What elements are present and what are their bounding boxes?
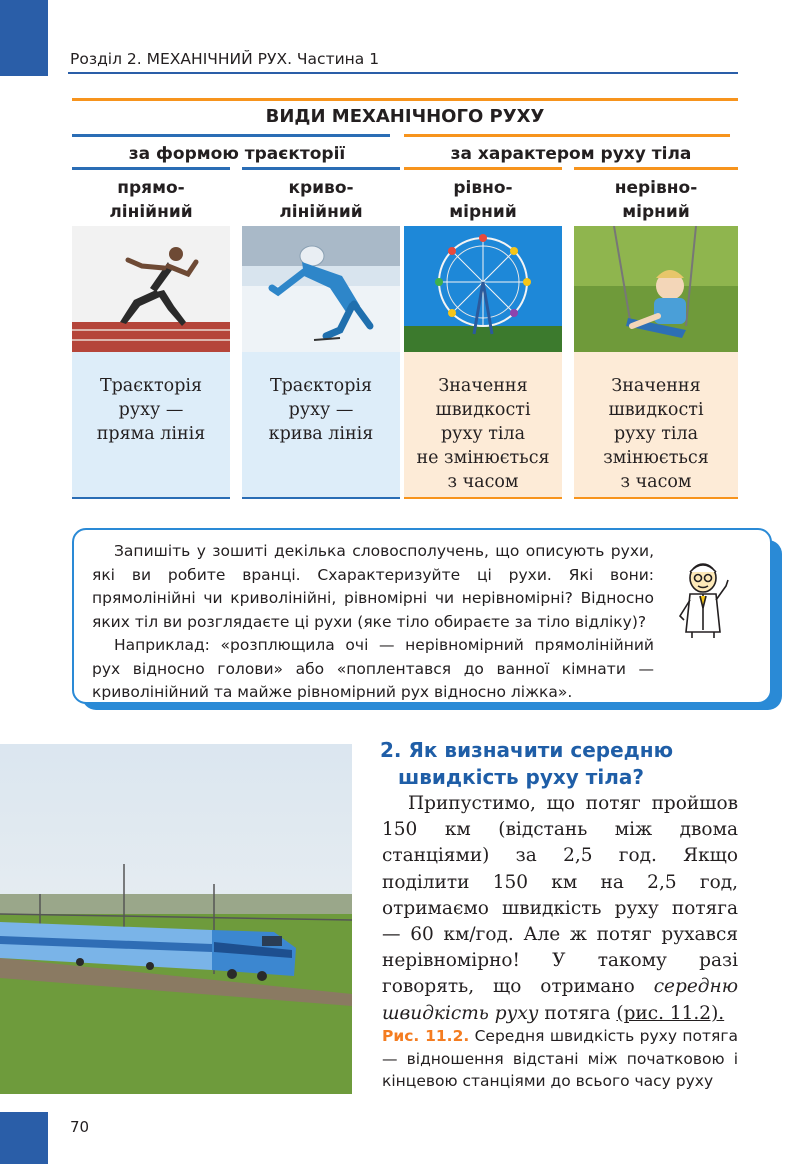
card-curvilinear bbox=[242, 226, 400, 497]
table-title: ВИДИ МЕХАНІЧНОГО РУХУ bbox=[265, 106, 545, 127]
column-rule bbox=[242, 167, 400, 170]
task-text bbox=[92, 540, 654, 705]
card-text-curvilinear: Траєкторія руху — крива лінія bbox=[268, 376, 374, 444]
column-rule bbox=[404, 167, 562, 170]
column-name-uniform: рівно- мірний bbox=[449, 178, 517, 222]
key-term: середню швидкість руху bbox=[382, 976, 738, 1024]
column-name-rectilinear: прямо- лінійний bbox=[109, 178, 193, 222]
card-text-nonuniform: Значення швидкості руху тіла змінюється з часом bbox=[603, 376, 709, 492]
table-top-rule bbox=[72, 98, 738, 101]
card-bottom-rule bbox=[574, 497, 738, 499]
column-name-nonuniform: нерівно- мірний bbox=[614, 178, 698, 222]
column-rule bbox=[72, 167, 230, 170]
group-label-speed: за характером руху тіла bbox=[450, 144, 692, 164]
column-rule bbox=[574, 167, 738, 170]
card-bottom-rule bbox=[242, 497, 400, 499]
card-nonuniform bbox=[574, 226, 738, 497]
header-rule bbox=[68, 72, 738, 74]
column-name-curvilinear: криво- лінійний bbox=[279, 178, 363, 222]
card-text-uniform: Значення швидкості руху тіла не змінюється з часом bbox=[416, 376, 550, 492]
section-body: Припустимо, що потяг пройшов 150 км (відстань між двома станціями) за 2,5 год. Якщо поділити 150 км на 2,5 год, отримаємо швидкість руху потяга — 60 км/год. Але ж потяг рухався нерівномірно! У такому разі говорять, що отримано середню швидкість руху потяга (рис. 11.2). bbox=[382, 793, 738, 1024]
child-on-swing-photo bbox=[574, 226, 738, 352]
sprinter-photo bbox=[72, 226, 230, 352]
corner-decoration bbox=[0, 1112, 48, 1164]
card-rectilinear bbox=[72, 226, 230, 497]
ferris-wheel-photo bbox=[404, 226, 562, 352]
corner-decoration bbox=[0, 0, 48, 76]
group-label-trajectory: за формою траєкторії bbox=[128, 144, 346, 164]
group-rule-left bbox=[72, 134, 390, 137]
figure-caption: Рис. 11.2. Середня швидкість руху потяга — відношення відстані між початковою і кінцевою станціями до всього часу руху bbox=[382, 1027, 738, 1090]
speed-skater-photo bbox=[242, 226, 400, 352]
card-uniform bbox=[404, 226, 562, 497]
caption-label: Рис. 11.2. bbox=[382, 1027, 470, 1045]
section-title: 2. Як визначити середню швидкість руху тіла? bbox=[380, 738, 674, 789]
card-bottom-rule bbox=[404, 497, 562, 499]
train-photo bbox=[0, 744, 352, 1094]
running-head: Розділ 2. МЕХАНІЧНИЙ РУХ. Частина 1 bbox=[70, 50, 380, 68]
group-rule-right bbox=[404, 134, 730, 137]
figure-reference: (рис. 11.2). bbox=[616, 1002, 725, 1024]
task-paragraph: Запишіть у зошиті декілька словосполучень, що описують рухи, які ви робите вранці. Схарактеризуйте ці рухи. Які вони: прямолінійні чи криволінійні, рівномірні чи нерівномірні? Відносно яких тіл ви розглядаєте ці рухи (яке тіло обираєте за тіло відліку)? bbox=[92, 542, 654, 631]
card-bottom-rule bbox=[72, 497, 230, 499]
page-number: 70 bbox=[70, 1118, 90, 1136]
card-text-rectilinear: Траєкторія руху — пряма лінія bbox=[96, 376, 206, 444]
professor-illustration bbox=[674, 560, 732, 645]
task-example: Наприклад: «розплющила очі — нерівномірний прямолінійний рух відносно голови» або «поплентався до ванної кімнати — криволінійний та майже рівномірний рух відносно ліжка». bbox=[92, 636, 654, 701]
